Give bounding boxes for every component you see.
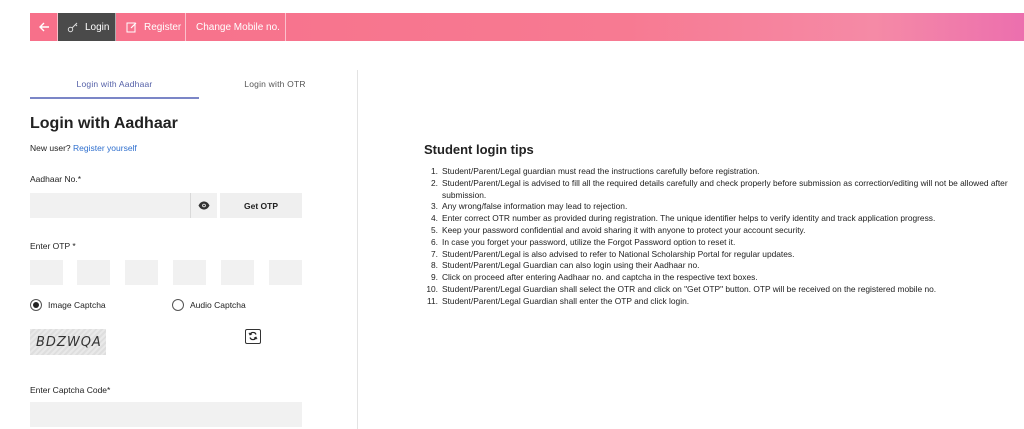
new-user-label: New user? [30, 143, 71, 153]
list-number: 7. [431, 248, 438, 259]
otp-digit-input[interactable] [173, 260, 206, 285]
refresh-captcha-button[interactable] [245, 329, 261, 344]
nav-register[interactable] [116, 13, 186, 41]
back-button[interactable] [30, 13, 58, 41]
aadhaar-label: Aadhaar No.* [30, 174, 82, 184]
tips-title: Student login tips [424, 142, 534, 157]
list-number: 5. [431, 224, 438, 235]
list-item [424, 178, 1024, 202]
list-number: 4. [431, 213, 438, 224]
list-text: Student/Parent/Legal guardian must read the instructions carefully before registration. [442, 166, 760, 176]
register-link[interactable]: Register yourself [73, 143, 137, 153]
list-text: Click on proceed after entering Aadhaar no. and captcha in the respective text boxes. [442, 272, 758, 283]
login-tips-panel [424, 142, 1024, 308]
key-icon [67, 21, 79, 33]
list-number: 6. [431, 236, 438, 247]
page-title: Login with Aadhaar [30, 115, 178, 132]
list-text: Student/Parent/Legal Guardian can also login using their Aadhaar no. [442, 260, 700, 271]
list-item [424, 213, 1024, 225]
list-item [424, 201, 1024, 213]
otp-digit-input[interactable] [221, 260, 254, 285]
list-item [424, 260, 1024, 272]
list-text: Any wrong/false information may lead to rejection. [442, 201, 628, 212]
active-tab-indicator [30, 97, 199, 99]
list-item [424, 296, 1024, 308]
otp-digit-input[interactable] [269, 260, 302, 285]
refresh-icon [248, 328, 258, 346]
get-otp-button[interactable]: Get OTP [220, 193, 302, 218]
nav-login-label: Login [85, 21, 110, 33]
list-number: 2. [431, 177, 438, 188]
list-number: 9. [431, 272, 438, 283]
list-text: Enter correct OTR number as provided during registration. The unique identifier helps to verify identity and track application progress. [442, 213, 936, 224]
aadhaar-input[interactable] [30, 193, 190, 218]
audio-captcha-radio[interactable] [172, 299, 184, 311]
list-number: 8. [431, 260, 438, 271]
captcha-code-label: Enter Captcha Code* [30, 385, 111, 395]
captcha-image: BDZWQA [30, 329, 106, 355]
list-text: Student/Parent/Legal Guardian shall enter the OTP and click login. [442, 295, 690, 306]
nav-register-label: Register [144, 21, 182, 33]
list-number: 1. [431, 166, 438, 176]
list-item [424, 166, 1024, 178]
list-item [424, 237, 1024, 249]
list-item [424, 249, 1024, 261]
login-tabs [30, 70, 358, 100]
tips-list [424, 166, 1024, 308]
top-nav-bar [30, 13, 1024, 41]
list-number: 10. [426, 283, 438, 294]
nav-change-mobile-label: Change Mobile no. [196, 21, 280, 33]
tab-login-aadhaar[interactable]: Login with Aadhaar [76, 79, 153, 89]
captcha-code-input[interactable] [30, 402, 302, 427]
tab-login-otr[interactable]: Login with OTR [244, 79, 306, 89]
login-panel [30, 70, 358, 429]
list-text: In case you forget your password, utilize the Forgot Password option to reset it. [442, 236, 736, 247]
list-item [424, 284, 1024, 296]
otp-digit-input[interactable] [125, 260, 158, 285]
list-text: Student/Parent/Legal is also advised to refer to National Scholarship Portal for regular updates. [442, 248, 795, 259]
eye-icon [198, 197, 210, 215]
edit-icon [126, 21, 138, 33]
list-number: 11. [426, 295, 438, 306]
nav-change-mobile[interactable] [186, 13, 286, 41]
audio-captcha-label: Audio Captcha [190, 300, 246, 310]
list-text: Keep your password confidential and avoid sharing it with anyone to protect your account security. [442, 224, 806, 235]
new-user-text [30, 143, 137, 153]
list-item [424, 225, 1024, 237]
list-item [424, 272, 1024, 284]
nav-login[interactable] [58, 13, 116, 41]
list-number: 3. [431, 201, 438, 212]
arrow-left-icon [38, 21, 50, 33]
list-text: Student/Parent/Legal Guardian shall select the OTR and click on "Get OTP" button. OTP will be received on the registered mobile no. [442, 283, 937, 294]
image-captcha-radio[interactable] [30, 299, 42, 311]
list-text: Student/Parent/Legal is advised to fill all the required details carefully and check properly before submission as correction/editing will not be allowed after submission. [442, 177, 1008, 200]
otp-digit-input[interactable] [30, 260, 63, 285]
image-captcha-label: Image Captcha [48, 300, 106, 310]
toggle-visibility-button[interactable] [190, 193, 217, 218]
otp-digit-input[interactable] [77, 260, 110, 285]
otp-label: Enter OTP * [30, 241, 76, 251]
